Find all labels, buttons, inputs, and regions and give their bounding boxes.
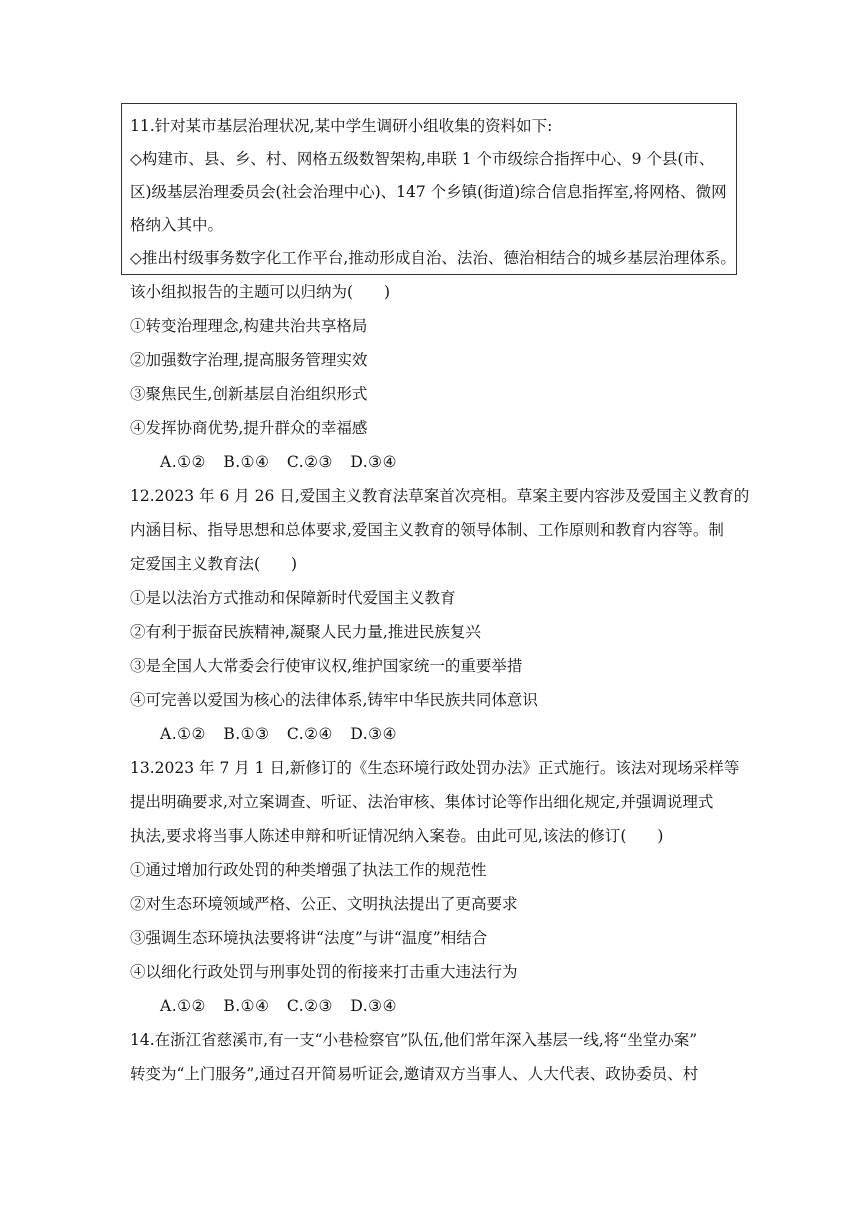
- q11-box-line: ◇推出村级事务数字化工作平台,推动形成自治、法治、德治相结合的城乡基层治理体系。: [130, 249, 736, 267]
- q11-choice-d: D.③④: [350, 453, 397, 471]
- q12-choices: [160, 722, 409, 746]
- q11-option: ①转变治理理念,构建共治共享格局: [130, 317, 368, 335]
- q13-choice-d: D.③④: [350, 997, 397, 1015]
- q14-stem-line: 转变为“上门服务”,通过召开简易听证会,邀请双方当事人、人大代表、政协委员、村: [130, 1065, 699, 1083]
- q12-stem-line: 内涵目标、指导思想和总体要求,爱国主义教育的领导体制、工作原则和教育内容等。制: [130, 521, 724, 539]
- q11-option: ④发挥协商优势,提升群众的幸福感: [130, 419, 368, 437]
- q13-stem-line: 执法,要求将当事人陈述申辩和听证情况纳入案卷。由此可见,该法的修订( ): [130, 827, 664, 845]
- q11-stem: 该小组拟报告的主题可以归纳为( ): [130, 283, 391, 301]
- q12-option: ④可完善以爱国为核心的法律体系,铸牢中华民族共同体意识: [130, 691, 538, 709]
- q11-box-line: 11.针对某市基层治理状况,某中学生调研小组收集的资料如下:: [130, 117, 553, 135]
- q13-choice-c: C.②③: [286, 997, 333, 1015]
- q13-choice-a: A.①②: [160, 997, 206, 1015]
- q11-box-line: 区)级基层治理委员会(社会治理中心)、147 个乡镇(街道)综合信息指挥室,将网格、微网: [130, 183, 727, 201]
- q11-material-box: [121, 103, 737, 275]
- q13-choice-b: B.①④: [223, 997, 270, 1015]
- q11-choice-b: B.①④: [223, 453, 270, 471]
- q12-choice-b: B.①③: [223, 725, 270, 743]
- q12-choice-d: D.③④: [350, 725, 397, 743]
- q11-box-line: ◇构建市、县、乡、村、网格五级数智架构,串联 1 个市级综合指挥中心、9 个县(市、: [130, 150, 715, 168]
- q11-option: ③聚焦民生,创新基层自治组织形式: [130, 385, 368, 403]
- q13-option: ①通过增加行政处罚的种类增强了执法工作的规范性: [130, 861, 487, 879]
- q12-stem-line: 定爱国主义教育法( ): [130, 555, 298, 573]
- q14-stem-line: 14.在浙江省慈溪市,有一支“小巷检察官”队伍,他们常年深入基层一线,将“坐堂办案”: [130, 1031, 698, 1049]
- q11-choice-c: C.②③: [286, 453, 333, 471]
- q12-choice-a: A.①②: [160, 725, 206, 743]
- q12-stem-line: 12.2023 年 6 月 26 日,爱国主义教育法草案首次亮相。草案主要内容涉及爱国主义教育的: [130, 487, 750, 505]
- q12-option: ①是以法治方式推动和保障新时代爱国主义教育: [130, 589, 456, 607]
- q11-option: ②加强数字治理,提高服务管理实效: [130, 351, 368, 369]
- q13-option: ②对生态环境领域严格、公正、文明执法提出了更高要求: [130, 895, 518, 913]
- q13-stem-line: 提出明确要求,对立案调查、听证、法治审核、集体讨论等作出细化规定,并强调说理式: [130, 793, 714, 811]
- q12-option: ②有利于振奋民族精神,凝聚人民力量,推进民族复兴: [130, 623, 481, 641]
- q13-option: ③强调生态环境执法要将讲“法度”与讲“温度”相结合: [130, 929, 488, 947]
- q11-choices: [160, 450, 409, 474]
- q13-stem-line: 13.2023 年 7 月 1 日,新修订的《生态环境行政处罚办法》正式施行。该法对现场采样等: [130, 759, 740, 777]
- q12-option: ③是全国人大常委会行使审议权,维护国家统一的重要举措: [130, 657, 523, 675]
- q12-choice-c: C.②④: [286, 725, 333, 743]
- q11-box-line: 格纳入其中。: [130, 216, 224, 234]
- q13-choices: [160, 994, 409, 1018]
- q13-option: ④以细化行政处罚与刑事处罚的衔接来打击重大违法行为: [130, 963, 518, 981]
- q11-choice-a: A.①②: [160, 453, 206, 471]
